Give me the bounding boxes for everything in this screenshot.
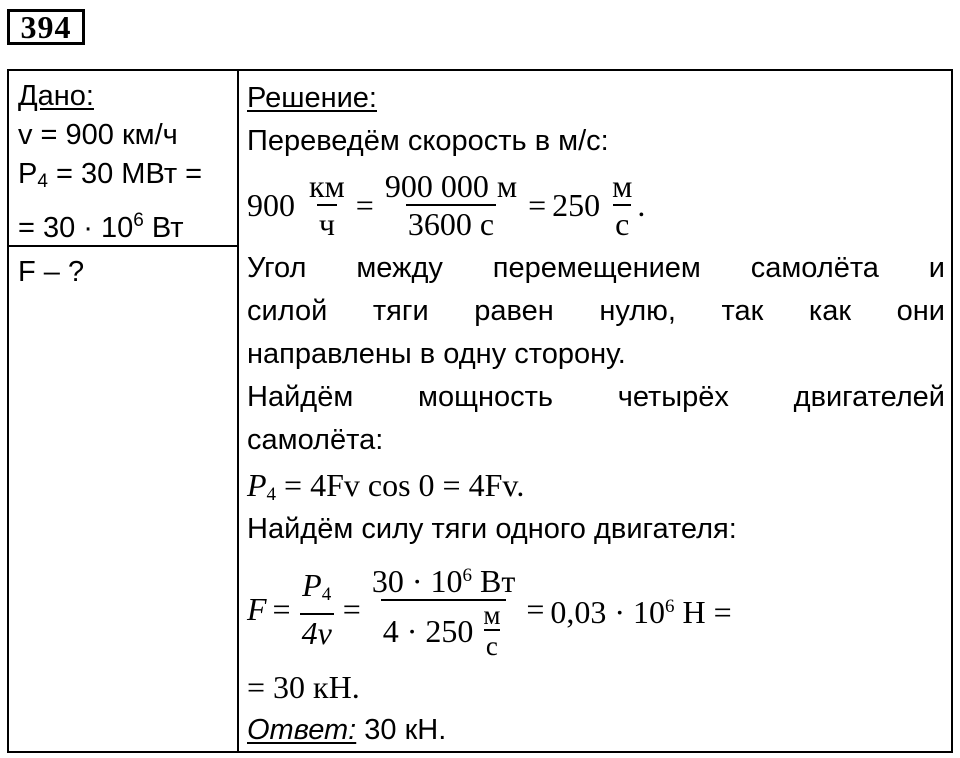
angle-text-line-3: направлены в одну сторону. (247, 338, 626, 370)
power-eq-symbol: P (247, 467, 267, 503)
conv-frac-unit-den: с (615, 206, 630, 242)
force-frac-1-num-subscript: 4 (321, 584, 332, 605)
given-power-si-exponent: 6 (133, 210, 144, 231)
force-frac-1-num (300, 567, 333, 613)
force-eq-lhs: F (247, 590, 267, 627)
force-frac-2-den-unit-den: с (485, 630, 498, 661)
force-frac-1-num-symbol: P (302, 567, 322, 603)
step-find-force: Найдём силу тяги одного двигателя: (247, 513, 737, 545)
conv-equals-1: = (355, 186, 374, 223)
power-equation (247, 462, 945, 508)
given-section (18, 77, 233, 248)
conv-frac-kmh-den: ч (318, 206, 335, 242)
force-frac-2-num-unit: Вт (472, 562, 516, 599)
conv-period: . (637, 186, 646, 223)
force-result-base: 0,03 · 10 (550, 593, 666, 630)
force-frac-2-den-value: 4 · 250 (382, 612, 474, 649)
given-power-subscript: 4 (37, 171, 48, 192)
force-frac-2 (370, 558, 517, 661)
final-equation: = 30 кН. (247, 669, 360, 705)
answer-value: 30 кН. (356, 714, 447, 746)
power-eq-rhs: = 4Fv cos 0 = 4Fv. (284, 467, 525, 503)
solution-table (7, 69, 953, 753)
vertical-divider (237, 71, 239, 751)
conv-frac-unit-num: м (612, 168, 633, 204)
power-text-line-2: самолёта: (247, 424, 384, 456)
force-equals-1: = (272, 590, 291, 627)
conv-frac-kmh-num: км (309, 168, 345, 204)
conv-value-900: 900 (247, 186, 295, 223)
given-power-value: = 30 МВт = (47, 158, 203, 190)
force-frac-2-den (381, 599, 507, 661)
conv-frac-ms-num: 900 000 м (384, 168, 518, 204)
solution-title: Решение: (247, 82, 377, 114)
force-equation (247, 553, 945, 665)
problem-number: 394 (7, 9, 85, 45)
given-speed: v = 900 км/ч (18, 119, 178, 151)
power-eq-subscript: 4 (266, 484, 277, 505)
conv-frac-unit (610, 168, 634, 242)
step-convert-speed: Переведём скорость в м/с: (247, 125, 609, 157)
force-frac-1-den: 4v (301, 615, 332, 651)
given-power-si-base: = 30 · 10 (18, 212, 134, 244)
conv-frac-kmh (307, 168, 347, 242)
force-frac-2-den-unit-num: м (483, 599, 501, 630)
given-title: Дано: (18, 80, 94, 112)
power-text-line-1: Найдём мощность четырёх двигателей (247, 381, 945, 413)
conv-frac-ms (383, 168, 519, 242)
conv-frac-ms-den: 3600 с (407, 206, 495, 242)
force-result-exponent: 6 (665, 595, 675, 617)
conv-value-250: 250 (552, 186, 601, 223)
find-section: F – ? (18, 256, 85, 288)
force-equals-3: = (526, 590, 545, 627)
answer-line (247, 709, 945, 752)
force-frac-1 (300, 567, 334, 651)
force-frac-2-num (370, 558, 517, 599)
force-frac-2-num-exponent: 6 (462, 564, 472, 586)
force-frac-2-num-base: 30 · 10 (371, 562, 463, 599)
given-power-symbol: P (18, 158, 38, 190)
force-equals-2: = (342, 590, 361, 627)
solution-section (247, 77, 945, 752)
angle-text-line-1: Угол между перемещением самолёта и (247, 252, 945, 284)
force-result (550, 585, 731, 634)
force-result-unit: Н = (674, 593, 732, 630)
conv-equals-2: = (528, 186, 547, 223)
answer-label: Ответ: (247, 714, 357, 746)
given-power (18, 155, 233, 201)
angle-text-line-2: силой тяги равен нулю, так как они (247, 295, 945, 327)
given-power-si-unit: Вт (143, 212, 184, 244)
given-power-si (18, 201, 233, 248)
force-frac-2-den-unit (481, 601, 502, 661)
speed-conversion-equation (247, 163, 945, 247)
